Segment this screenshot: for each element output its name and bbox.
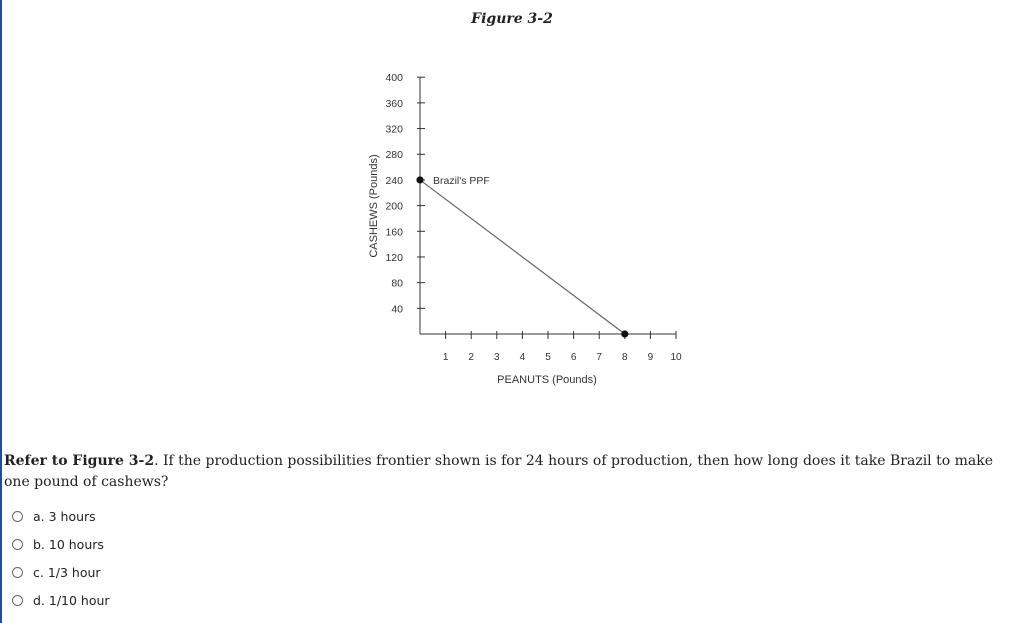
- figure-reference: Refer to Figure 3-2: [4, 453, 155, 469]
- answer-option-d[interactable]: [12, 591, 110, 609]
- answer-label: b. 10 hours: [33, 536, 104, 552]
- y-tick-label: 240: [385, 174, 403, 187]
- y-tick-label: 400: [385, 72, 403, 85]
- x-tick-label: 2: [468, 352, 474, 363]
- answer-label: d. 1/10 hour: [33, 592, 110, 608]
- chart-axes: [420, 77, 676, 334]
- ppf-endpoint: [416, 176, 423, 183]
- answer-option-c[interactable]: [12, 563, 101, 581]
- x-tick-label: 3: [494, 352, 500, 363]
- radio-button-icon[interactable]: [12, 595, 23, 606]
- y-axis-label: CASHEWS (Pounds): [368, 154, 380, 258]
- y-tick-label: 200: [385, 200, 403, 213]
- y-tick-label: 320: [385, 123, 403, 136]
- ppf-endpoint: [621, 330, 628, 337]
- x-tick-label: 7: [596, 352, 602, 363]
- radio-button-icon[interactable]: [12, 567, 23, 578]
- answer-label: c. 1/3 hour: [33, 564, 101, 580]
- x-tick-label: 4: [519, 352, 526, 363]
- question-text: [4, 451, 1009, 493]
- radio-button-icon[interactable]: [12, 511, 23, 522]
- y-tick-label: 80: [391, 277, 403, 290]
- answer-option-a[interactable]: [12, 507, 96, 525]
- y-tick-label: 280: [385, 149, 403, 162]
- answer-option-b[interactable]: [12, 535, 104, 553]
- ppf-line: [420, 180, 625, 334]
- answer-label: a. 3 hours: [33, 508, 96, 524]
- y-tick-label: 360: [385, 97, 403, 110]
- question-body: . If the production possibilities frontier shown is for 24 hours of production, then how long does it take Brazil to make one pound of cashews?: [4, 453, 994, 490]
- x-tick-label: 5: [545, 352, 551, 363]
- x-tick-label: 1: [442, 352, 449, 363]
- y-tick-label: 120: [385, 251, 403, 264]
- radio-button-icon[interactable]: [12, 539, 23, 550]
- x-tick-label: 6: [570, 352, 577, 363]
- chart-series: [416, 175, 628, 338]
- series-label: Brazil's PPF: [433, 174, 490, 187]
- chart-ticks: [385, 72, 682, 363]
- x-axis-label: PEANUTS (Pounds): [497, 374, 597, 386]
- figure-title: Figure 3-2: [471, 11, 553, 27]
- x-tick-label: 8: [622, 352, 628, 363]
- y-tick-label: 160: [385, 226, 403, 239]
- y-tick-label: 40: [391, 303, 403, 316]
- x-tick-label: 10: [670, 352, 682, 363]
- x-tick-label: 9: [647, 352, 654, 363]
